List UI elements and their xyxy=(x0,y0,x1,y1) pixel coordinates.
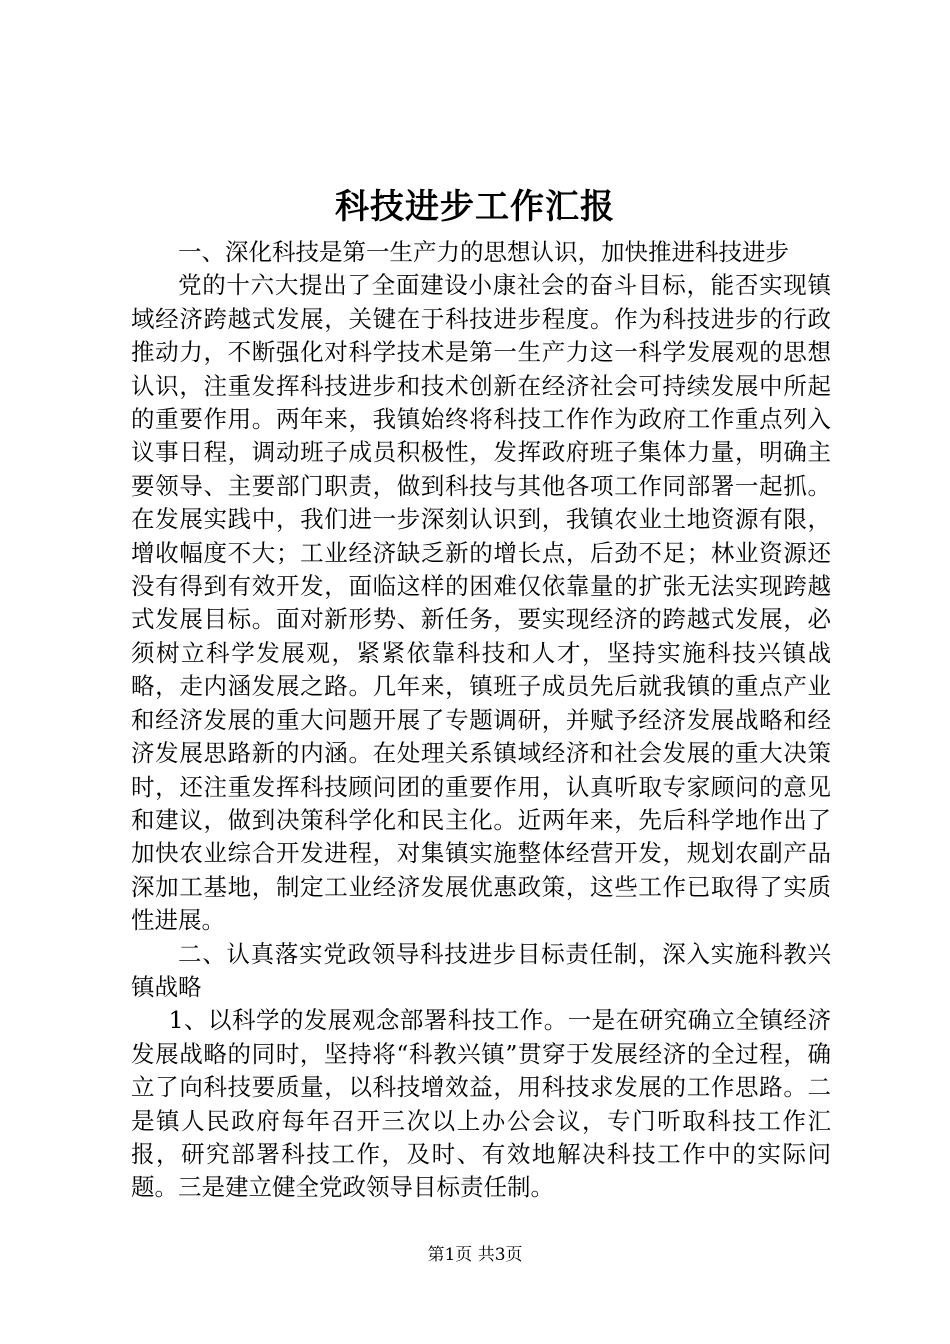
section-heading-2: 二、认真落实党政领导科技进步目标责任制，深入实施科教兴镇战略 xyxy=(131,939,831,1001)
document-title: 科技进步工作汇报 xyxy=(335,187,615,227)
page-number: 第1页 共3页 xyxy=(427,1245,523,1265)
paragraph-2: 1、以科学的发展观念部署科技工作。一是在研究确立全镇经济发展战略的同时，坚持将“科教兴镇”贯穿于发展经济的全过程，确立了向科技要质量，以科技增效益，用科技求发展的工作思路。二是镇人民政府每年召开三次以上办公会议，专门听取科技工作汇报，研究部署科技工作，及时、有效地解决科技工作中的实际问题。三是建立健全党政领导目标责任制。 xyxy=(131,1006,831,1202)
document-body xyxy=(131,236,831,1205)
paragraph-1: 党的十六大提出了全面建设小康社会的奋斗目标，能否实现镇域经济跨越式发展，关键在于科技进步程度。作为科技进步的行政推动力，不断强化对科学技术是第一生产力这一科学发展观的思想认识，注重发挥科技进步和技术创新在经济社会可持续发展中所起的重要作用。两年来，我镇始终将科技工作作为政府工作重点列入议事日程，调动班子成员积极性，发挥政府班子集体力量，明确主要领导、主要部门职责，做到科技与其他各项工作同部署一起抓。在发展实践中，我们进一步深刻认识到，我镇农业土地资源有限，增收幅度不大；工业经济缺乏新的增长点，后劲不足；林业资源还没有得到有效开发，面临这样的困难仅依靠量的扩张无法实现跨越式发展目标。面对新形势、新任务，要实现经济的跨越式发展，必须树立科学发展观，紧紧依靠科技和人才，坚持实施科技兴镇战略，走内涵发展之路。几年来，镇班子成员先后就我镇的重点产业和经济发展的重大问题开展了专题调研，并赋予经济发展战略和经济发展思路新的内涵。在处理关系镇域经济和社会发展的重大决策时，还注重发挥科技顾问团的重要作用，认真听取专家顾问的意见和建议，做到决策科学化和民主化。近两年来，先后科学地作出了加快农业综合开发进程，对集镇实施整体经营开发，规划农副产品深加工基地，制定工业经济发展优惠政策，这些工作已取得了实质性进展。 xyxy=(131,271,831,935)
section-heading-1: 一、深化科技是第一生产力的思想认识，加快推进科技进步 xyxy=(178,238,789,266)
